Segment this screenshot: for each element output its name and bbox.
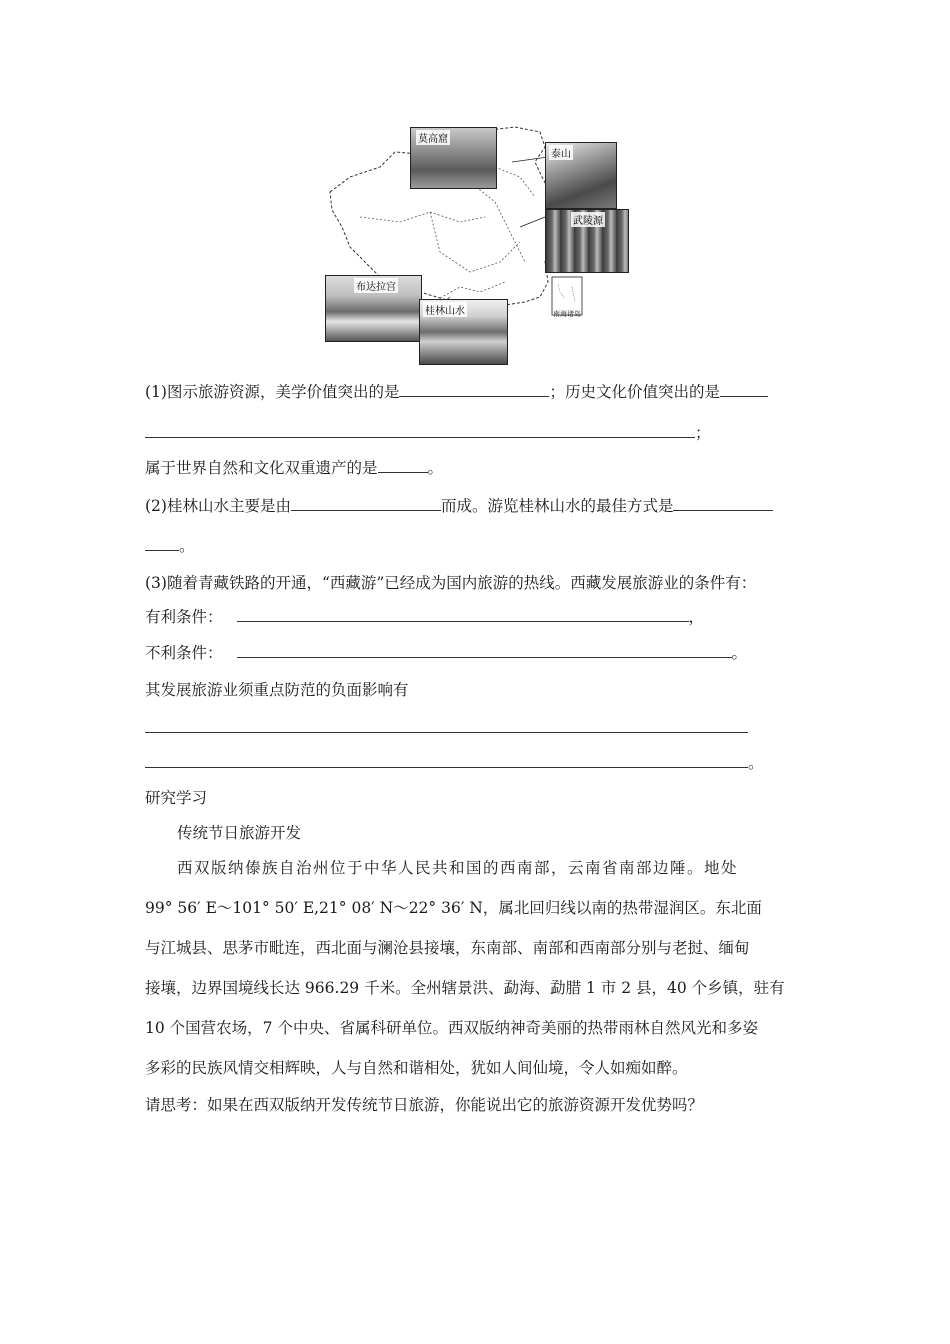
q3-blank-negative-1[interactable] — [145, 718, 748, 733]
q3-unfavorable-label: 不利条件： — [145, 644, 223, 662]
research-line-6: 多彩的民族风情交相辉映，人与自然和谐相处，犹如人间仙境，令人如痴如醉。 — [145, 1059, 688, 1077]
mogao-photo — [410, 127, 497, 189]
q3-negative-blank-2-line — [145, 753, 764, 773]
q1-blank-history-start[interactable] — [720, 382, 768, 397]
guilin-photo — [419, 299, 508, 365]
q3-blank-favorable[interactable] — [237, 607, 689, 622]
mogao-label: 莫高窟 — [416, 130, 450, 145]
research-heading: 研究学习 — [145, 789, 208, 807]
research-line-4: 接壤，边界国境线长达 966.29 千米。全州辖景洪、勐海、勐腊 1 市 2 县，40 个乡镇，驻有 — [145, 979, 785, 997]
nanhai-label: 南海诸岛 — [553, 310, 581, 318]
q2-end: 。 — [179, 537, 195, 555]
q2-blank-tour-method[interactable] — [145, 536, 179, 551]
research-question: 请思考：如果在西双版纳开发传统节日旅游，你能说出它的旅游资源开发优势吗？ — [145, 1096, 704, 1114]
taishan-photo — [545, 142, 617, 209]
q1-line-2 — [145, 423, 711, 443]
research-line-2: 99° 56′ E～101° 50′ E,21° 08′ N～22° 36′ N，属北回归线以南的热带湿润区。东北面 — [145, 899, 762, 917]
potala-label: 布达拉宫 — [354, 278, 398, 293]
china-tourism-map-figure — [320, 122, 640, 367]
q2-blank-tour-method-start[interactable] — [673, 496, 773, 511]
q2-line-1 — [145, 496, 773, 516]
q1-text-3: 属于世界自然和文化双重遗产的是 — [145, 459, 378, 477]
taishan-label: 泰山 — [549, 145, 573, 160]
q2-text-1: (2)桂林山水主要是由 — [145, 497, 291, 515]
q1-line-3 — [145, 458, 443, 478]
q3-favorable-line — [145, 607, 704, 627]
q1-blank-aesthetic[interactable] — [399, 382, 549, 397]
potala-photo — [325, 275, 422, 342]
q3-favorable-end: ， — [688, 608, 705, 626]
q1-text-2: ；历史文化价值突出的是 — [549, 383, 720, 401]
q3-favorable-label: 有利条件： — [145, 608, 223, 626]
q3-intro: (3)随着青藏铁路的开通，“西藏游”已经成为国内旅游的热线。西藏发展旅游业的条件有： — [145, 574, 757, 592]
q3-negative: 其发展旅游业须重点防范的负面影响有 — [145, 681, 409, 699]
q3-unfavorable-line — [145, 643, 747, 663]
q3-blank-unfavorable[interactable] — [237, 643, 732, 658]
research-title: 传统节日旅游开发 — [177, 824, 302, 842]
q3-negative-end: 。 — [748, 754, 764, 772]
q3-unfavorable-end: 。 — [731, 644, 748, 662]
research-line-3: 与江城县、思茅市毗连，西北面与澜沧县接壤，东南部、南部和西南部分别与老挝、缅甸 — [145, 939, 750, 957]
research-line-1: 西双版纳傣族自治州位于中华人民共和国的西南部，云南省南部边陲。地处 — [177, 859, 739, 877]
q1-end-3: 。 — [427, 459, 444, 477]
q3-negative-blank-1-line — [145, 718, 748, 738]
research-line-5: 10 个国营农场，7 个中央、省属科研单位。西双版纳神奇美丽的热带雨林自然风光和多姿 — [145, 1019, 758, 1037]
guilin-label: 桂林山水 — [423, 302, 467, 317]
q2-text-2: 而成。游览桂林山水的最佳方式是 — [440, 497, 674, 515]
wulingyuan-label: 武陵源 — [571, 212, 605, 227]
q1-end-2: ； — [695, 424, 711, 442]
q1-line-1 — [145, 382, 768, 402]
q1-blank-history[interactable] — [145, 423, 695, 438]
q2-blank-formation[interactable] — [291, 496, 441, 511]
q3-blank-negative-2[interactable] — [145, 753, 748, 768]
q1-blank-double-heritage[interactable] — [378, 458, 428, 473]
q2-line-2 — [145, 536, 195, 556]
wulingyuan-photo — [545, 209, 629, 273]
q1-text-1: (1)图示旅游资源，美学价值突出的是 — [145, 383, 400, 401]
